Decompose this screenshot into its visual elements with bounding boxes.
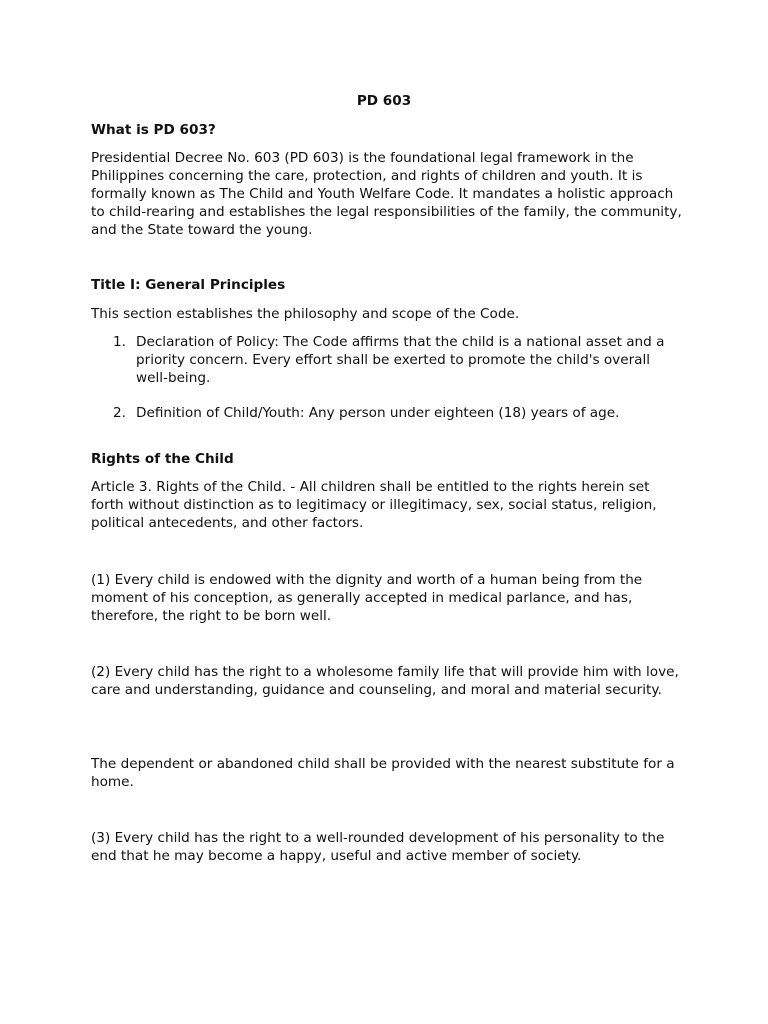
- section-heading-general-principles: Title I: General Principles: [91, 277, 286, 293]
- list-item-text: Definition of Child/Youth: Any person under eighteen (18) years of age.: [136, 405, 620, 421]
- list-item: [113, 333, 683, 387]
- what-is-paragraph: Presidential Decree No. 603 (PD 603) is the foundational legal framework in the Philippines concerning the care, protection, and rights of children and youth. It is formally known as The Child and Youth Welfare Code. It mandates a holistic approach to child-rearing and establishes the legal responsibilities of the family, the community, and the State toward the young.: [91, 150, 682, 238]
- section-heading-what-is: What is PD 603?: [91, 122, 216, 138]
- section-heading-rights: Rights of the Child: [91, 451, 234, 467]
- general-principles-intro: This section establishes the philosophy and scope of the Code.: [91, 306, 520, 322]
- list-item-number: 2.: [113, 405, 126, 421]
- list-item: [113, 404, 683, 422]
- rights-paragraph: (3) Every child has the right to a well-rounded development of his personality to the end that he may become a happy, useful and active member of society.: [91, 830, 665, 864]
- rights-paragraph: (2) Every child has the right to a wholesome family life that will provide him with love, care and understanding, guidance and counseling, and moral and material security.: [91, 664, 679, 698]
- rights-paragraph: Article 3. Rights of the Child. - All children shall be entitled to the rights herein set forth without distinction as to legitimacy or illegitimacy, sex, social status, religion, political antecedents, and other factors.: [91, 479, 657, 531]
- rights-paragraph: The dependent or abandoned child shall be provided with the nearest substitute for a home.: [91, 756, 675, 790]
- list-item-number: 1.: [113, 334, 126, 350]
- document-title: PD 603: [356, 93, 412, 109]
- rights-paragraph: (1) Every child is endowed with the dignity and worth of a human being from the moment of his conception, as generally accepted in medical parlance, and has, therefore, the right to be born well.: [91, 572, 643, 624]
- list-item-text: Declaration of Policy: The Code affirms that the child is a national asset and a priority concern. Every effort shall be exerted to promote the child's overall well-being.: [136, 334, 665, 386]
